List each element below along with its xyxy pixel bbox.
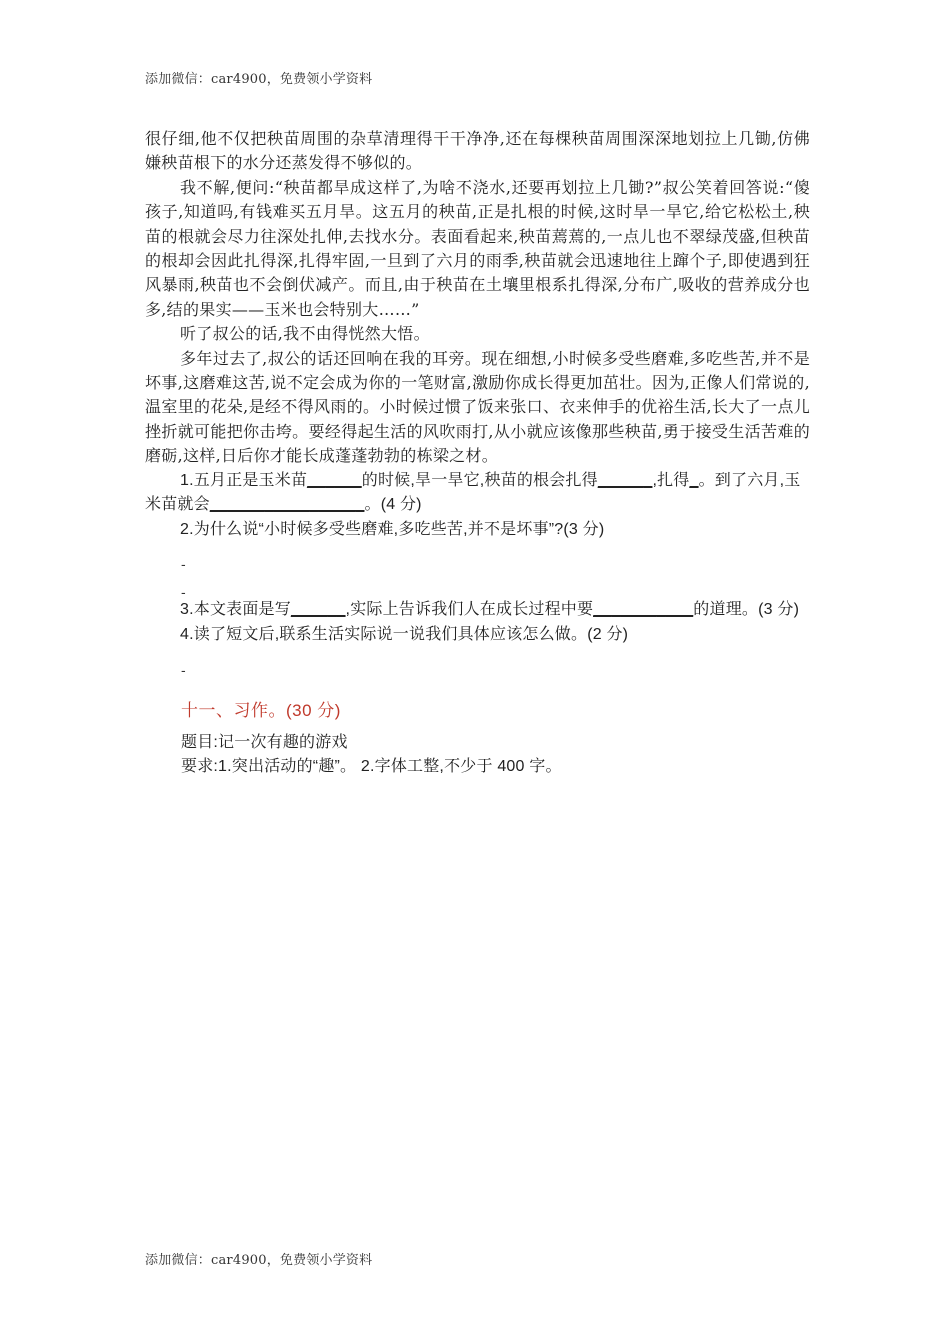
q1-blank-3[interactable]: _	[689, 471, 699, 489]
passage-paragraph-2: 我不解,便问:“秧苗都旱成这样了,为啥不浇水,还要再划拉上几锄?”叔公笑着回答说:“傻孩子,知道吗,有钱难买五月旱。这五月的秧苗,正是扎根的时候,这时旱一旱它,给它松松土,秧苗的根就会尽力往深处扎伸,去找水分。表面看起来,秧苗蔫蔫的,一点儿也不翠绿茂盛,但秧苗的根却会因此扎得深,扎得牢固,一旦到了六月的雨季,秧苗就会迅速地往上蹿个子,即使遇到狂风暴雨,秧苗也不会倒伏减产。而且,由于秧苗在土壤里根系扎得深,分布广,吸收的营养成分也多,结的果实——玉米也会特别大……”	[145, 177, 810, 319]
worksheet-content	[145, 127, 810, 779]
q3-text-1: 3.本文表面是写	[180, 601, 291, 619]
q1-text-1: 1.五月正是玉米苗	[180, 471, 308, 489]
q1-text-4: 。到了六月,玉米苗就会	[145, 471, 801, 514]
q2-answer-line-2[interactable]: -	[181, 584, 186, 601]
passage-paragraph-3: 听了叔公的话,我不由得恍然大悟。	[180, 324, 430, 344]
question-2: 2.为什么说“小时候多受些磨难,多吃些苦,并不是坏事”?(3 分)	[180, 520, 605, 538]
essay-requirements: 要求:1.突出活动的“趣”。 2.字体工整,不少于 400 字。	[181, 757, 562, 775]
essay-topic: 题目:记一次有趣的游戏	[181, 733, 348, 751]
q3-text-3: 的道理。(3 分)	[693, 601, 800, 619]
q1-blank-2[interactable]: ______	[597, 471, 653, 489]
q2-answer-line-1[interactable]: -	[181, 556, 186, 573]
q3-blank-1[interactable]: ______	[290, 601, 346, 619]
q3-text-2: ,实际上告诉我们人在成长过程中要	[345, 601, 594, 619]
q1-blank-4[interactable]: _________________	[209, 496, 365, 514]
header-watermark-note: 添加微信：car4900，免费领小学资料	[145, 72, 373, 87]
q4-answer-line[interactable]: -	[181, 661, 186, 678]
q1-blank-1[interactable]: ______	[307, 471, 362, 489]
footer-watermark-note: 添加微信：car4900，免费领小学资料	[145, 1253, 373, 1268]
question-4: 4.读了短文后,联系生活实际说一说我们具体应该怎么做。(2 分)	[180, 626, 629, 644]
passage-paragraph-1: 很仔细,他不仅把秧苗周围的杂草清理得干干净净,还在每棵秧苗周围深深地划拉上几锄,仿佛嫌秧苗根下的水分还蒸发得不够似的。	[145, 129, 810, 173]
q1-text-2: 的时候,旱一旱它,秧苗的根会扎得	[361, 471, 598, 489]
passage-paragraph-4: 多年过去了,叔公的话还回响在我的耳旁。现在细想,小时候多受些磨难,多吃些苦,并不是坏事,这磨难这苦,说不定会成为你的一笔财富,激励你成长得更加茁壮。因为,正像人们常说的,温室里的花朵,是经不得风雨的。小时候过惯了饭来张口、衣来伸手的优裕生活,长大了一点儿挫折就可能把你击垮。要经得起生活的风吹雨打,从小就应该像那些秧苗,勇于接受生活苦难的磨砺,这样,日后你才能长成蓬蓬勃勃的栋梁之材。	[145, 348, 810, 466]
question-1	[145, 469, 810, 518]
question-3	[145, 598, 810, 623]
q3-blank-2[interactable]: ___________	[593, 601, 694, 619]
essay-section-title: 十一、习作。(30 分)	[181, 700, 341, 720]
q1-text-3: ,扎得	[652, 471, 690, 489]
q1-text-5: 。(4 分)	[364, 496, 422, 514]
